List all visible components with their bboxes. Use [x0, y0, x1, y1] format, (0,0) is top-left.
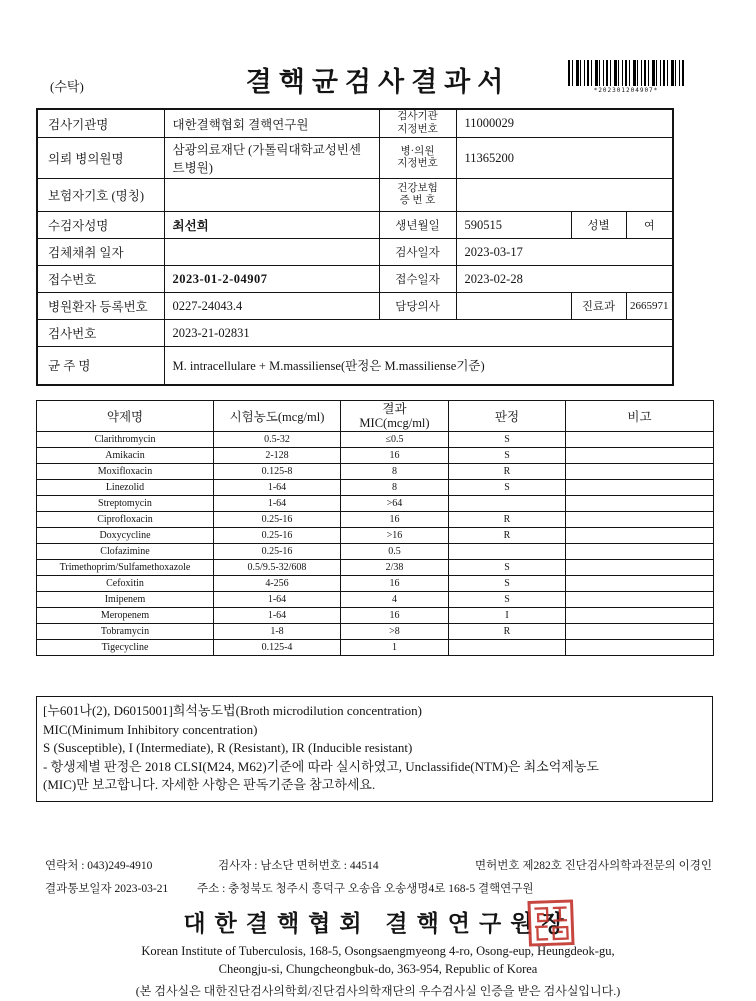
- col-note: 비고: [566, 400, 714, 432]
- drug-note: [566, 448, 714, 464]
- row-patient-no: [37, 293, 673, 320]
- drug-result: [449, 640, 566, 656]
- seal-icon: [526, 899, 576, 947]
- drug-range: 0.125-8: [214, 464, 341, 480]
- drug-range: 2-128: [214, 448, 341, 464]
- receipt-no-value: 2023-01-2-04907: [164, 266, 379, 293]
- drug-name: Clofazimine: [37, 544, 214, 560]
- row-collection: [37, 239, 673, 266]
- drug-range: 1-64: [214, 592, 341, 608]
- label-line: 증 번 호: [399, 195, 436, 207]
- insurer-value: [164, 179, 379, 212]
- header-line: MIC(mcg/ml): [359, 416, 430, 431]
- drug-row: [37, 592, 714, 608]
- drug-name: Tobramycin: [37, 624, 214, 640]
- row-institution: [37, 109, 673, 138]
- pathologist-license: 면허번호 제282호 진단검사의학과전문의 이경인: [475, 859, 712, 872]
- drug-mic: 4: [341, 592, 449, 608]
- birthdate-value: 590515: [456, 212, 571, 239]
- row-hospital: [37, 138, 673, 179]
- drug-note: [566, 432, 714, 448]
- drug-row: [37, 624, 714, 640]
- barcode: [568, 60, 684, 94]
- sex-value: 여: [626, 212, 673, 239]
- receipt-date-value: 2023-02-28: [456, 266, 673, 293]
- drug-row: [37, 560, 714, 576]
- drug-result: S: [449, 432, 566, 448]
- patient-reg-no-value: 0227-24043.4: [164, 293, 379, 320]
- drug-row: [37, 496, 714, 512]
- report-date: 결과통보일자 2023-03-21: [45, 882, 169, 895]
- row-patient: [37, 212, 673, 239]
- drug-result: [449, 496, 566, 512]
- drug-name: Moxifloxacin: [37, 464, 214, 480]
- drug-range: 0.5/9.5-32/608: [214, 560, 341, 576]
- hospital-no-value: 11365200: [456, 138, 673, 179]
- official-seal-stamp: [526, 899, 576, 947]
- note-criteria-1: - 항생제별 판정은 2018 CLSI(M24, M62)기준에 따라 실시하였고, Unclassifide(NTM)은 최소억제농도: [43, 758, 599, 774]
- english-address-line-1: Korean Institute of Tuberculosis, 168-5, Osongsaengmyeong 4-ro, Osong-eup, Heungdeok-gu,: [141, 943, 615, 958]
- drug-result: S: [449, 560, 566, 576]
- patient-name-label: 수검자성명: [37, 212, 164, 239]
- drug-mic: ≤0.5: [341, 432, 449, 448]
- note-mic: MIC(Minimum Inhibitory concentration): [43, 721, 258, 737]
- drug-result: R: [449, 624, 566, 640]
- health-insurance-value: [456, 179, 673, 212]
- drug-range: 1-64: [214, 496, 341, 512]
- drug-result: S: [449, 576, 566, 592]
- report-header: [0, 0, 756, 108]
- patient-name-value: 최선희: [164, 212, 379, 239]
- drug-name: Linezolid: [37, 480, 214, 496]
- drug-result: R: [449, 512, 566, 528]
- collection-date-label: 검체채취 일자: [37, 239, 164, 266]
- drug-note: [566, 480, 714, 496]
- drug-range: 1-8: [214, 624, 341, 640]
- drug-name: Tigecycline: [37, 640, 214, 656]
- drug-note: [566, 592, 714, 608]
- drug-name: Doxycycline: [37, 528, 214, 544]
- test-no-label: 검사번호: [37, 320, 164, 347]
- consignment-label: (수탁): [50, 79, 84, 94]
- director-title: 대한결핵협회 결핵연구원장: [183, 910, 573, 936]
- interpretation-notes-box: [36, 696, 713, 801]
- test-date-label: 검사일자: [379, 239, 456, 266]
- drug-range: 1-64: [214, 608, 341, 624]
- institution-value: 대한결핵협회 결핵연구원: [164, 109, 379, 138]
- strain-label: 균 주 명: [37, 347, 164, 385]
- drug-susceptibility-table: [36, 400, 714, 657]
- sex-label: 성별: [571, 212, 626, 239]
- drug-row: [37, 608, 714, 624]
- drug-mic: >64: [341, 496, 449, 512]
- drug-mic: 2/38: [341, 560, 449, 576]
- drug-note: [566, 608, 714, 624]
- examiner-info: 검사자 : 남소단 면허번호 : 44514: [218, 859, 379, 872]
- drug-mic: >8: [341, 624, 449, 640]
- institution-no-label: [379, 109, 456, 138]
- department-label: 진료과: [571, 293, 626, 320]
- label-line: 병·의원: [400, 145, 435, 157]
- header-line: 결과: [382, 401, 407, 416]
- director-row: [0, 900, 756, 938]
- drug-result: I: [449, 608, 566, 624]
- hospital-label: 의뢰 병의원명: [37, 138, 164, 179]
- drug-range: 0.25-16: [214, 528, 341, 544]
- drug-name: Trimethoprim/Sulfamethoxazole: [37, 560, 214, 576]
- drug-row: [37, 640, 714, 656]
- drug-note: [566, 640, 714, 656]
- label-line: 건강보험: [397, 182, 438, 194]
- barcode-bars-icon: [568, 60, 684, 86]
- receipt-date-label: 접수일자: [379, 266, 456, 293]
- strain-value: M. intracellulare + M.massiliense(판정은 M.massiliense기준): [164, 347, 673, 385]
- report-title: 결핵균검사결과서: [245, 67, 511, 97]
- row-receipt: [37, 266, 673, 293]
- collection-date-value: [164, 239, 379, 266]
- drug-result: S: [449, 480, 566, 496]
- drug-note: [566, 528, 714, 544]
- col-drug-name: 약제명: [37, 400, 214, 432]
- contact-phone: 연락처 : 043)249-4910: [45, 859, 153, 872]
- drug-range: 1-64: [214, 480, 341, 496]
- drug-note: [566, 496, 714, 512]
- department-value: 2665971: [626, 293, 673, 320]
- receipt-no-label: 접수번호: [37, 266, 164, 293]
- doctor-label: 담당의사: [379, 293, 456, 320]
- doctor-value: [456, 293, 571, 320]
- barcode-text: *202301204907*: [593, 87, 659, 94]
- test-date-value: 2023-03-17: [456, 239, 673, 266]
- footer-address-row: [0, 880, 756, 897]
- drug-result: R: [449, 528, 566, 544]
- drug-note: [566, 544, 714, 560]
- row-test-no: [37, 320, 673, 347]
- drug-note: [566, 576, 714, 592]
- label-line: 지정번호: [397, 158, 438, 170]
- institute-address: 주소 : 충청북도 청주시 흥덕구 오송읍 오송생명4로 168-5 결핵연구원: [197, 882, 534, 895]
- patient-reg-no-label: 병원환자 등록번호: [37, 293, 164, 320]
- label-line: 검사기관: [397, 111, 438, 122]
- note-method: [누601나(2), D6015001]희석농도법(Broth microdilution concentration): [43, 703, 422, 719]
- insurer-label: 보험자기호 (명칭): [37, 179, 164, 212]
- drug-result: R: [449, 464, 566, 480]
- hospital-value: 삼광의료재단 (가톨릭대학교성빈센트병원): [164, 138, 379, 179]
- col-judgment: 판정: [449, 400, 566, 432]
- col-result-mic: [341, 400, 449, 432]
- drug-mic: 8: [341, 480, 449, 496]
- footer-contact-row: [0, 857, 756, 874]
- drug-result: S: [449, 448, 566, 464]
- drug-name: Streptomycin: [37, 496, 214, 512]
- drug-name: Amikacin: [37, 448, 214, 464]
- note-criteria-2: (MIC)만 보고합니다. 자세한 사항은 판독기준을 참고하세요.: [43, 777, 376, 793]
- drug-row: [37, 480, 714, 496]
- institution-no-value: 11000029: [456, 109, 673, 138]
- drug-name: Clarithromycin: [37, 432, 214, 448]
- drug-mic: 1: [341, 640, 449, 656]
- drug-name: Imipenem: [37, 592, 214, 608]
- drug-mic: 16: [341, 448, 449, 464]
- drug-mic: 16: [341, 608, 449, 624]
- drug-note: [566, 464, 714, 480]
- health-insurance-label: [379, 179, 456, 212]
- drug-result: [449, 544, 566, 560]
- drug-name: Meropenem: [37, 608, 214, 624]
- drug-range: 4-256: [214, 576, 341, 592]
- drug-table-header-row: [37, 400, 714, 432]
- label-line: 지정번호: [397, 123, 438, 135]
- drug-mic: 16: [341, 512, 449, 528]
- certification-note: (본 검사실은 대한진단검사의학회/진단검사의학재단의 우수검사실 인증을 받은 검사실입니다.): [135, 984, 621, 999]
- drug-name: Ciprofloxacin: [37, 512, 214, 528]
- drug-note: [566, 624, 714, 640]
- drug-note: [566, 560, 714, 576]
- drug-row: [37, 512, 714, 528]
- drug-range: 0.25-16: [214, 544, 341, 560]
- birthdate-label: 생년월일: [379, 212, 456, 239]
- drug-range: 0.125-4: [214, 640, 341, 656]
- drug-range: 0.5-32: [214, 432, 341, 448]
- drug-result: S: [449, 592, 566, 608]
- drug-mic: >16: [341, 528, 449, 544]
- drug-row: [37, 544, 714, 560]
- institution-label: 검사기관명: [37, 109, 164, 138]
- request-info-table: [36, 108, 674, 386]
- drug-row: [37, 576, 714, 592]
- test-no-value: 2023-21-02831: [164, 320, 673, 347]
- note-sir: S (Susceptible), I (Intermediate), R (Resistant), IR (Inducible resistant): [43, 740, 413, 756]
- drug-row: [37, 448, 714, 464]
- drug-mic: 16: [341, 576, 449, 592]
- drug-row: [37, 432, 714, 448]
- drug-range: 0.25-16: [214, 512, 341, 528]
- drug-note: [566, 512, 714, 528]
- drug-mic: 0.5: [341, 544, 449, 560]
- drug-name: Cefoxitin: [37, 576, 214, 592]
- col-test-concentration: 시험농도(mcg/ml): [214, 400, 341, 432]
- drug-mic: 8: [341, 464, 449, 480]
- drug-row: [37, 464, 714, 480]
- row-insurer: [37, 179, 673, 212]
- row-strain: [37, 347, 673, 385]
- hospital-no-label: [379, 138, 456, 179]
- english-address-line-2: Cheongju-si, Chungcheongbuk-do, 363-954, Republic of Korea: [218, 962, 538, 977]
- drug-row: [37, 528, 714, 544]
